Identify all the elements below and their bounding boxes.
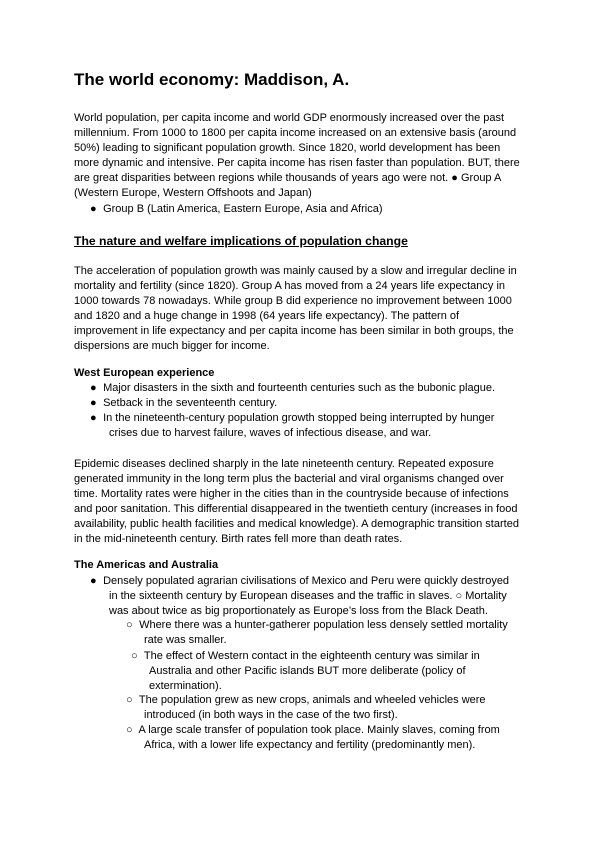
bullet-icon: ● <box>90 382 97 394</box>
intro-bullet <box>90 202 382 217</box>
intro-paragraph <box>74 111 520 202</box>
americas-sub-bullet <box>126 618 508 648</box>
text-line: dispersions are much bigger for income. <box>74 340 270 353</box>
text-line: generated immunity in the long term plus the bacterial and viral organisms changed over <box>74 473 504 486</box>
section1-paragraph <box>74 264 517 355</box>
bullet-icon: ● <box>90 412 97 424</box>
text-line: Epidemic diseases declined sharply in the late nineteenth century. Repeated exposure <box>74 458 494 470</box>
west-bullet <box>90 411 494 441</box>
bullet-text: rate was smaller. <box>144 634 227 646</box>
text-line: time. Mortality rates were higher in the cities than in the countryside because of infections <box>74 488 509 501</box>
bullet-text: crises due to harvest failure, waves of infectious disease, and war. <box>109 427 432 439</box>
text-line: mortality and fertility (since 1820). Group A has moved from a 24 years life expectancy in <box>74 280 506 293</box>
text-line: (Western Europe, Western Offshoots and Japan) <box>74 187 312 200</box>
circle-bullet-icon: ○ <box>131 650 138 662</box>
text-line: The acceleration of population growth was mainly caused by a slow and irregular decline in <box>74 265 517 277</box>
bullet-icon: ● <box>90 203 97 215</box>
bullet-icon: ● <box>90 397 97 409</box>
bullet-text: was about twice as big proportionately as Europe’s loss from the Black Death. <box>109 605 488 617</box>
text-line: are great disparities between regions while thousands of years ago were not. ● Group A <box>74 172 502 185</box>
text-line: 50%) leading to significant population growth. Since 1820, world development has been <box>74 142 501 155</box>
epidemic-paragraph <box>74 457 519 548</box>
bullet-text: introduced (in both ways in the case of the two first). <box>144 709 398 721</box>
bullet-text: Australia and other Pacific islands BUT more deliberate (policy of <box>149 665 466 677</box>
americas-sub-bullet <box>131 649 480 694</box>
bullet-text: Africa, with a lower life expectancy and fertility (predominantly men). <box>144 739 476 751</box>
text-line: improvement in life expectancy and per capita income has been similar in both groups, the <box>74 325 514 338</box>
bullet-text: Group B (Latin America, Eastern Europe, Asia and Africa) <box>103 203 383 215</box>
bullet-text: The effect of Western contact in the eighteenth century was similar in <box>143 650 480 662</box>
bullet-text: The population grew as new crops, animals and wheeled vehicles were <box>138 694 486 706</box>
text-line: more dynamic and intensive. Per capita income has risen faster than population. BUT, there <box>74 157 520 170</box>
text-line: World population, per capita income and world GDP enormously increased over the past <box>74 112 505 124</box>
americas-sub-bullet <box>126 693 486 723</box>
americas-sub-bullet <box>126 723 500 753</box>
text-line: and poor sanitation. This differential disappeared in the twentieth century (increases in food <box>74 503 518 516</box>
text-line: in the mid-nineteenth century. Birth rates fell more than death rates. <box>74 533 403 546</box>
text-line: 1000 towards 78 nowadays. While group B did experience no improvement between 1000 <box>74 295 512 308</box>
document-title: The world economy: Maddison, A. <box>74 70 350 89</box>
text-line: availability, public health facilities and medical knowledge). A demographic transition started <box>74 518 519 531</box>
americas-bullet <box>90 574 509 619</box>
bullet-text: A large scale transfer of population took place. Mainly slaves, coming from <box>138 724 500 736</box>
circle-bullet-icon: ○ <box>126 724 133 736</box>
west-bullet <box>90 381 495 396</box>
subsection-heading: West European experience <box>74 367 215 379</box>
bullet-text: extermination). <box>149 680 222 692</box>
bullet-text: in the sixteenth century by European diseases and the traffic in slaves. ○ Mortality <box>109 590 507 602</box>
circle-bullet-icon: ○ <box>126 619 133 631</box>
bullet-icon: ● <box>90 575 97 587</box>
bullet-text: Setback in the seventeenth century. <box>103 397 278 409</box>
bullet-text: Where there was a hunter-gatherer population less densely settled mortality <box>139 619 508 631</box>
text-line: millennium. From 1000 to 1800 per capita income increased on an extensive basis (around <box>74 127 517 140</box>
subsection-heading: The Americas and Australia <box>74 559 219 571</box>
west-bullet <box>90 396 277 411</box>
text-line: and 1820 and a huge change in 1998 (64 years life expectancy). The pattern of <box>74 310 460 323</box>
bullet-text: In the nineteenth-century population growth stopped being interrupted by hunger <box>103 412 495 424</box>
bullet-text: Densely populated agrarian civilisations of Mexico and Peru were quickly destroyed <box>103 575 510 587</box>
circle-bullet-icon: ○ <box>126 694 133 706</box>
section-heading: The nature and welfare implications of population change <box>74 234 408 248</box>
bullet-text: Major disasters in the sixth and fourteenth centuries such as the bubonic plague. <box>103 382 496 394</box>
